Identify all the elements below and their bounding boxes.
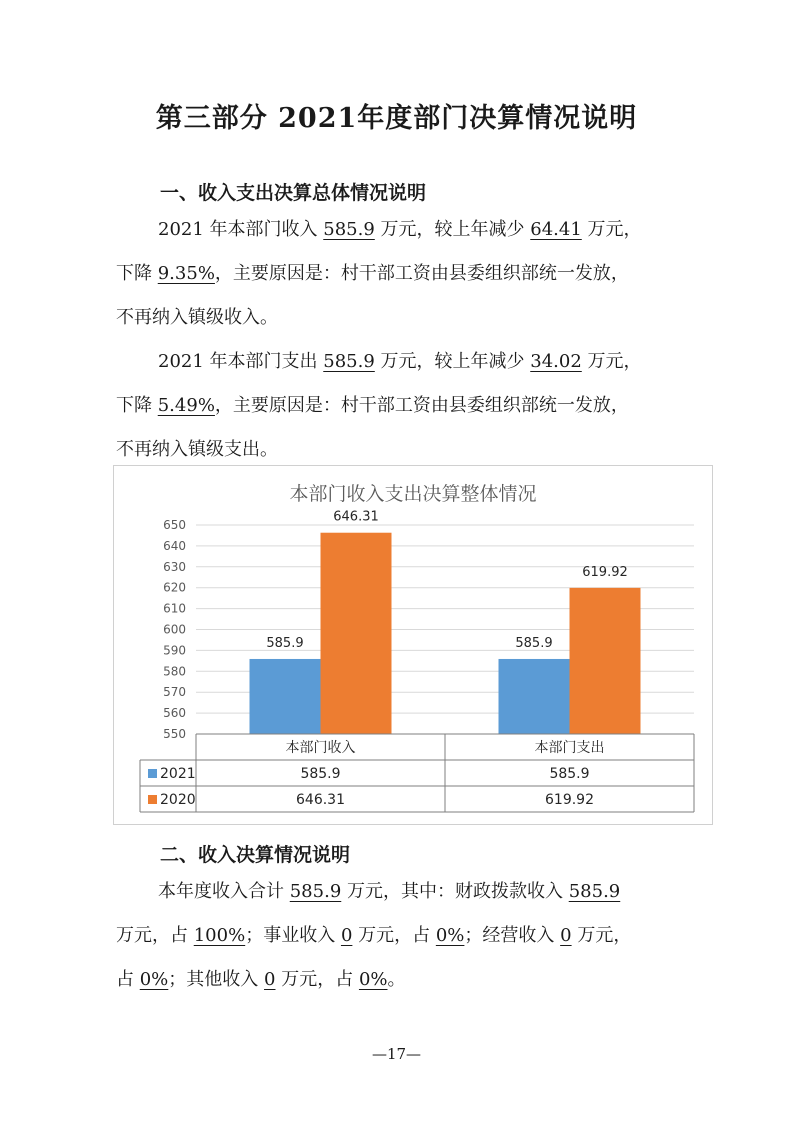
section2-heading: 二、收入决算情况说明 <box>160 844 351 866</box>
table-cell: 585.9 <box>549 766 590 782</box>
y-tick-label: 610 <box>163 601 186 616</box>
chart-title: 本部门收入支出决算整体情况 <box>289 483 537 505</box>
data-label: 646.31 <box>333 509 379 525</box>
y-tick-label: 650 <box>163 518 186 532</box>
legend-swatch-2021 <box>148 769 157 778</box>
y-tick-label: 570 <box>163 685 186 700</box>
page-title: 第三部分 2021年度部门决算情况说明 <box>155 103 638 134</box>
y-tick-label: 560 <box>163 706 186 721</box>
section2-line-3: 占 0%；其他收入 0 万元，占 0%。 <box>116 969 406 990</box>
income-line-1: 2021 年本部门收入 585.9 万元，较上年减少 64.41 万元， <box>158 219 642 240</box>
y-tick-label: 580 <box>163 664 186 679</box>
x-category-label: 本部门支出 <box>534 740 605 756</box>
y-tick-label: 620 <box>163 580 186 595</box>
data-label: 619.92 <box>582 564 628 580</box>
y-tick-label: 630 <box>163 559 186 574</box>
table-cell: 619.92 <box>545 792 594 808</box>
bar-2021-1 <box>499 659 570 734</box>
x-category-label: 本部门收入 <box>285 740 356 756</box>
data-label: 585.9 <box>515 635 553 651</box>
y-tick-label: 590 <box>163 643 186 658</box>
y-tick-label: 600 <box>163 622 186 637</box>
y-tick-label: 640 <box>163 538 186 553</box>
y-tick-label: 550 <box>163 727 186 741</box>
legend-label: 2021 <box>160 766 196 782</box>
bar-2020-1 <box>570 588 641 734</box>
section2-line-1: 本年度收入合计 585.9 万元，其中：财政拨款收入 585.9 <box>158 881 621 902</box>
bar-chart <box>114 466 712 824</box>
bar-2021-0 <box>250 659 321 734</box>
income-line-3: 不再纳入镇级收入。 <box>116 307 278 328</box>
legend-swatch-2020 <box>148 795 157 804</box>
income-line-2: 下降 9.35%，主要原因是：村干部工资由县委组织部统一发放， <box>116 263 629 284</box>
table-cell: 585.9 <box>300 766 341 782</box>
page-number: —17— <box>371 1045 422 1063</box>
bar-2020-0 <box>321 533 392 734</box>
legend-label: 2020 <box>160 792 196 808</box>
data-label: 585.9 <box>266 635 304 651</box>
chart-frame <box>113 465 713 825</box>
table-cell: 646.31 <box>296 792 345 808</box>
expense-line-1: 2021 年本部门支出 585.9 万元，较上年减少 34.02 万元， <box>158 351 642 372</box>
expense-line-2: 下降 5.49%，主要原因是：村干部工资由县委组织部统一发放， <box>116 395 629 416</box>
expense-line-3: 不再纳入镇级支出。 <box>116 439 278 460</box>
section1-heading: 一、收入支出决算总体情况说明 <box>160 182 427 204</box>
section2-line-2: 万元，占 100%；事业收入 0 万元，占 0%；经营收入 0 万元， <box>116 925 632 946</box>
